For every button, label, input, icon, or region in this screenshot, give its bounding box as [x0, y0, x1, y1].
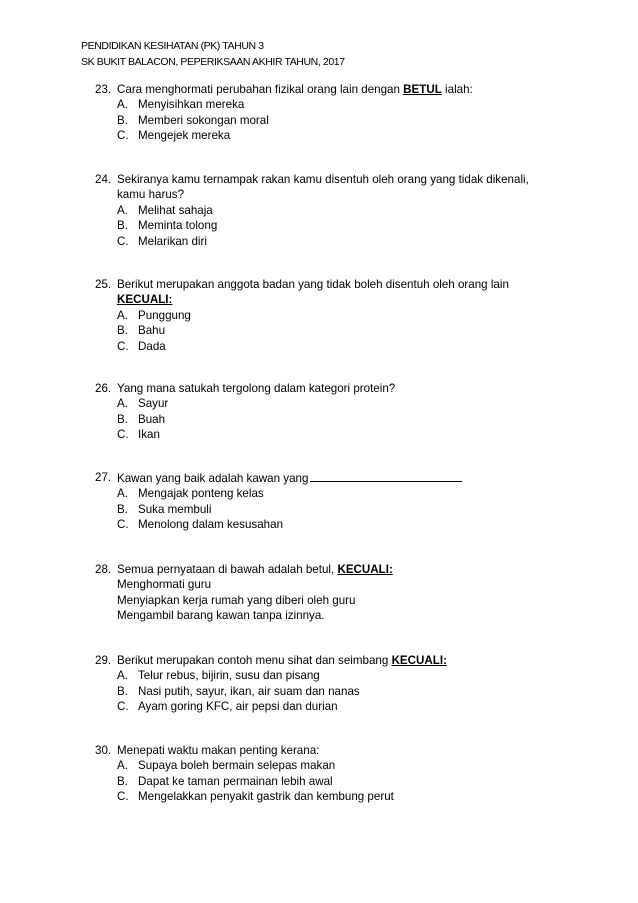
option-b [117, 113, 545, 128]
statement-2: Menyiapkan kerja rumah yang diberi oleh guru [117, 593, 356, 607]
option-text: Supaya boleh bermain selepas makan [138, 759, 336, 773]
option-letter: C. [117, 234, 129, 248]
option-letter: A. [117, 203, 128, 217]
option-letter: B. [117, 684, 128, 698]
answer-blank-line [310, 470, 462, 482]
option-letter: C. [117, 129, 129, 143]
option-text: Punggung [138, 308, 191, 322]
option-c [117, 789, 545, 804]
question-30 [95, 743, 545, 805]
option-c [117, 517, 545, 532]
option-text: Menolong dalam kesusahan [138, 518, 284, 532]
option-letter: C. [117, 518, 129, 532]
question-24 [95, 172, 545, 249]
question-stem [95, 172, 545, 203]
option-text: Meminta tolong [138, 219, 218, 233]
question-number: 25. [95, 278, 112, 291]
option-letter: B. [117, 219, 128, 233]
option-letter: B. [117, 324, 128, 338]
option-letter: B. [117, 774, 128, 788]
stem-text: Semua pernyataan di bawah adalah betul, [117, 563, 338, 576]
stem-text: Sekiranya kamu ternampak rakan kamu disentuh oleh orang yang tidak dikenali, kamu harus? [117, 173, 529, 202]
option-a [117, 97, 545, 112]
option-text: Ayam goring KFC, air pepsi dan durian [138, 700, 338, 714]
stem-text: Kawan yang baik adalah kawan yang [117, 472, 309, 485]
option-text: Mengajak ponteng kelas [138, 487, 264, 501]
option-a [117, 308, 545, 323]
question-stem [95, 653, 545, 668]
question-28 [95, 562, 545, 624]
option-text: Nasi putih, sayur, ikan, air suam dan nanas [138, 684, 360, 698]
option-text: Ikan [138, 428, 160, 442]
question-29 [95, 653, 545, 715]
question-stem [95, 470, 545, 486]
option-text: Mengejek mereka [138, 129, 231, 143]
option-c [117, 128, 545, 143]
option-letter: C. [117, 339, 129, 353]
option-b [117, 218, 545, 233]
option-c [117, 699, 545, 714]
option-text: Memberi sokongan moral [138, 113, 269, 127]
option-a [117, 203, 545, 218]
option-text: Buah [138, 412, 166, 426]
option-letter: A. [117, 308, 128, 322]
option-letter: C. [117, 700, 129, 714]
stem-text: Menepati waktu makan penting kerana: [117, 744, 320, 757]
question-number: 26. [95, 382, 112, 395]
option-letter: C. [117, 428, 129, 442]
question-stem [95, 82, 545, 97]
option-c [117, 234, 545, 249]
option-text: Menyisihkan mereka [138, 98, 245, 112]
option-text: Telur rebus, bijirin, susu dan pisang [138, 669, 320, 683]
page-header [81, 38, 345, 70]
stem-emphasis: KECUALI: [337, 563, 393, 576]
question-stem [95, 562, 545, 577]
option-a [117, 668, 545, 683]
stem-emphasis: KECUALI: [117, 293, 173, 307]
question-number: 27. [95, 471, 112, 484]
option-text: Mengelakkan penyakit gastrik dan kembung perut [138, 790, 394, 804]
option-b [117, 412, 545, 427]
header-subject: PENDIDIKAN KESIHATAN (PK) TAHUN 3 [81, 40, 264, 52]
question-stem [95, 381, 545, 396]
option-a [117, 758, 545, 773]
option-b [117, 684, 545, 699]
stem-text: Berikut merupakan contoh menu sihat dan seimbang [117, 654, 392, 667]
option-letter: B. [117, 412, 128, 426]
option-letter: B. [117, 113, 128, 127]
option-text: Suka membuli [138, 502, 212, 516]
option-text: Bahu [138, 324, 166, 338]
option-text: Melihat sahaja [138, 203, 213, 217]
stem-text: Berikut merupakan anggota badan yang tidak boleh disentuh oleh orang lain [117, 278, 509, 291]
option-a [117, 396, 545, 411]
option-b [117, 774, 545, 789]
option-text: Melarikan diri [138, 234, 207, 248]
option-c [117, 339, 545, 354]
option-b [117, 502, 545, 517]
statement-1: Menghormati guru [117, 578, 212, 592]
question-number: 23. [95, 83, 112, 96]
option-letter: A. [117, 487, 128, 501]
header-school-exam: SK BUKIT BALACON, PEPERIKSAAN AKHIR TAHUN, 2017 [81, 56, 345, 68]
question-number: 24. [95, 173, 112, 186]
stem-emphasis: KECUALI: [391, 654, 447, 667]
question-27 [95, 470, 545, 533]
option-text: Sayur [138, 397, 169, 411]
statement-3: Mengambil barang kawan tanpa izinnya. [117, 609, 325, 623]
question-23 [95, 82, 545, 144]
stem-text-end: ialah: [441, 83, 473, 96]
option-letter: B. [117, 502, 128, 516]
option-c [117, 427, 545, 442]
question-number: 28. [95, 563, 112, 576]
option-text: Dada [138, 339, 166, 353]
question-26 [95, 381, 545, 443]
option-letter: A. [117, 397, 128, 411]
question-stem [95, 743, 545, 758]
stem-emphasis: BETUL [403, 83, 442, 96]
question-number: 30. [95, 744, 112, 757]
question-number: 29. [95, 654, 112, 667]
option-text: Dapat ke taman permainan lebih awal [138, 774, 333, 788]
option-letter: C. [117, 790, 129, 804]
question-stem [95, 277, 545, 292]
option-letter: A. [117, 759, 128, 773]
stem-text: Yang mana satukah tergolong dalam kategori protein? [117, 382, 396, 395]
question-25 [95, 277, 545, 354]
option-letter: A. [117, 669, 128, 683]
option-a [117, 486, 545, 501]
option-letter: A. [117, 98, 128, 112]
option-b [117, 323, 545, 338]
stem-text: Cara menghormati perubahan fizikal orang lain dengan [117, 83, 404, 96]
